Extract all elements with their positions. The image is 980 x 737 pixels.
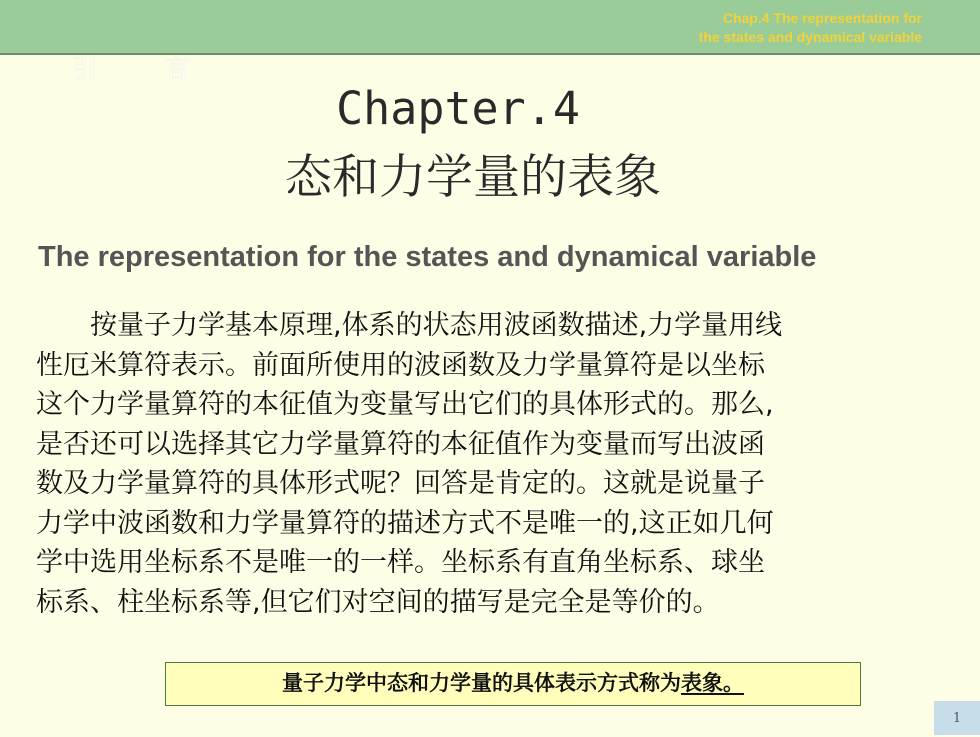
definition-term: 表象。 [681, 671, 744, 695]
body-line: 是否还可以选择其它力学量算符的本征值作为变量而写出波函 [36, 428, 765, 460]
page-number: 1 [934, 701, 980, 735]
body-line: 数及力学量算符的具体形式呢？回答是肯定的。这就是说量子 [36, 468, 765, 499]
body-paragraph [36, 306, 950, 622]
english-subtitle: The representation for the states and dynamical variable [38, 241, 817, 273]
chapter-header-tag-line2: the states and dynamical variable [698, 29, 922, 45]
body-line: 按量子力学基本原理,体系的状态用波函数描述,力学量用线 [90, 310, 783, 341]
chapter-number: Chapter.4 [336, 82, 580, 135]
chapter-title: 态和力学量的表象 [285, 150, 661, 205]
chapter-header-tag-line1: Chap.4 The representation for [722, 10, 922, 26]
definition-box [165, 662, 861, 706]
body-line: 标系、柱坐标系等,但它们对空间的描写是完全是等价的。 [36, 586, 720, 618]
chapter-header-tag [602, 9, 922, 47]
intro-label: 引 言 [72, 54, 220, 83]
definition-text: 量子力学中态和力学量的具体表示方式称为 [282, 671, 681, 695]
header-bar [0, 0, 980, 55]
body-line: 性厄米算符表示。前面所使用的波函数及力学量算符是以坐标 [36, 349, 765, 381]
body-line: 学中选用坐标系不是唯一的一样。坐标系有直角坐标系、球坐 [36, 547, 765, 578]
body-line: 力学中波函数和力学量算符的描述方式不是唯一的,这正如几何 [36, 507, 774, 539]
body-line: 这个力学量算符的本征值为变量写出它们的具体形式的。那么, [36, 389, 774, 420]
